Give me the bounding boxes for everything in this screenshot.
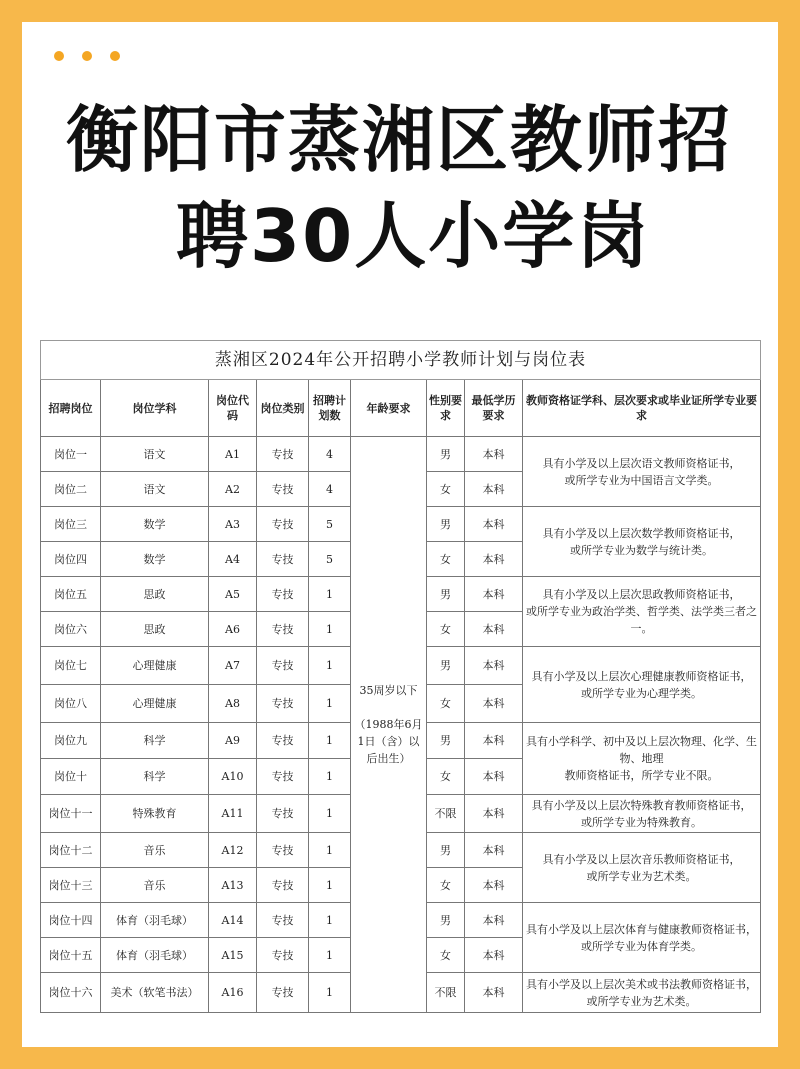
cell-requirement: 具有小学及以上层次心理健康教师资格证书， 或所学专业为心理学类。 — [523, 647, 761, 723]
cell-type: 专技 — [257, 973, 309, 1013]
cell-count: 5 — [309, 507, 351, 542]
cell-code: A3 — [209, 507, 257, 542]
cell-type: 专技 — [257, 472, 309, 507]
cell-type: 专技 — [257, 542, 309, 577]
cell-post: 岗位十六 — [41, 973, 101, 1013]
cell-type: 专技 — [257, 938, 309, 973]
cell-subject: 音乐 — [101, 833, 209, 868]
cell-edu: 本科 — [465, 868, 523, 903]
cell-code: A7 — [209, 647, 257, 685]
cell-type: 专技 — [257, 577, 309, 612]
cell-subject: 科学 — [101, 759, 209, 795]
cell-edu: 本科 — [465, 938, 523, 973]
page-title — [62, 92, 762, 284]
cell-gender: 女 — [427, 472, 465, 507]
cell-subject: 语文 — [101, 437, 209, 472]
cell-code: A16 — [209, 973, 257, 1013]
cell-edu: 本科 — [465, 507, 523, 542]
cell-post: 岗位七 — [41, 647, 101, 685]
cell-gender: 男 — [427, 647, 465, 685]
cell-count: 5 — [309, 542, 351, 577]
cell-requirement: 具有小学及以上层次美术或书法教师资格证书， 或所学专业为艺术类。 — [523, 973, 761, 1013]
cell-post: 岗位三 — [41, 507, 101, 542]
cell-subject: 数学 — [101, 507, 209, 542]
cell-post: 岗位十四 — [41, 903, 101, 938]
title-line-1: 衡阳市蒸湘区教师招 — [66, 98, 733, 182]
cell-gender: 不限 — [427, 795, 465, 833]
dot-icon — [110, 51, 120, 61]
cell-code: A8 — [209, 685, 257, 723]
title-line-2: 聘30人小学岗 — [176, 194, 651, 278]
cell-code: A14 — [209, 903, 257, 938]
recruitment-table-sheet — [40, 340, 760, 1013]
cell-subject: 音乐 — [101, 868, 209, 903]
cell-edu: 本科 — [465, 542, 523, 577]
cell-post: 岗位十一 — [41, 795, 101, 833]
cell-code: A5 — [209, 577, 257, 612]
dot-icon — [54, 51, 64, 61]
cell-subject: 数学 — [101, 542, 209, 577]
cell-gender: 男 — [427, 833, 465, 868]
cell-type: 专技 — [257, 903, 309, 938]
cell-post: 岗位二 — [41, 472, 101, 507]
cell-count: 1 — [309, 612, 351, 647]
header-education: 最低学历要求 — [465, 380, 523, 437]
cell-subject: 思政 — [101, 577, 209, 612]
cell-edu: 本科 — [465, 577, 523, 612]
cell-type: 专技 — [257, 795, 309, 833]
cell-code: A9 — [209, 723, 257, 759]
cell-edu: 本科 — [465, 437, 523, 472]
cell-count: 1 — [309, 795, 351, 833]
cell-gender: 男 — [427, 903, 465, 938]
cell-subject: 美术（软笔书法） — [101, 973, 209, 1013]
recruitment-table — [40, 340, 761, 1013]
header-requirement: 教师资格证学科、层次要求或毕业证所学专业要求 — [523, 380, 761, 437]
cell-post: 岗位一 — [41, 437, 101, 472]
cell-count: 1 — [309, 938, 351, 973]
cell-subject: 科学 — [101, 723, 209, 759]
cell-post: 岗位四 — [41, 542, 101, 577]
cell-requirement: 具有小学及以上层次体育与健康教师资格证书， 或所学专业为体育学类。 — [523, 903, 761, 973]
cell-code: A6 — [209, 612, 257, 647]
cell-type: 专技 — [257, 647, 309, 685]
cell-gender: 女 — [427, 685, 465, 723]
cell-gender: 女 — [427, 612, 465, 647]
cell-gender: 女 — [427, 868, 465, 903]
cell-gender: 女 — [427, 938, 465, 973]
cell-type: 专技 — [257, 759, 309, 795]
cell-requirement: 具有小学科学、初中及以上层次物理、化学、生物、地理 教师资格证书，所学专业不限。 — [523, 723, 761, 795]
cell-edu: 本科 — [465, 973, 523, 1013]
cell-post: 岗位八 — [41, 685, 101, 723]
cell-post: 岗位九 — [41, 723, 101, 759]
cell-edu: 本科 — [465, 647, 523, 685]
cell-subject: 语文 — [101, 472, 209, 507]
header-age: 年龄要求 — [351, 380, 427, 437]
cell-subject: 心理健康 — [101, 685, 209, 723]
cell-count: 1 — [309, 833, 351, 868]
cell-edu: 本科 — [465, 723, 523, 759]
cell-count: 1 — [309, 577, 351, 612]
cell-type: 专技 — [257, 685, 309, 723]
cell-post: 岗位十三 — [41, 868, 101, 903]
cell-type: 专技 — [257, 833, 309, 868]
cell-code: A2 — [209, 472, 257, 507]
cell-requirement: 具有小学及以上层次音乐教师资格证书， 或所学专业为艺术类。 — [523, 833, 761, 903]
cell-gender: 女 — [427, 759, 465, 795]
cell-gender: 男 — [427, 577, 465, 612]
cell-subject: 特殊教育 — [101, 795, 209, 833]
cell-code: A13 — [209, 868, 257, 903]
cell-gender: 男 — [427, 437, 465, 472]
cell-type: 专技 — [257, 437, 309, 472]
cell-requirement: 具有小学及以上层次思政教师资格证书， 或所学专业为政治学类、哲学类、法学类三者之一。 — [523, 577, 761, 647]
cell-subject: 心理健康 — [101, 647, 209, 685]
table-title: 蒸湘区2024年公开招聘小学教师计划与岗位表 — [41, 341, 761, 380]
cell-gender: 男 — [427, 723, 465, 759]
cell-post: 岗位六 — [41, 612, 101, 647]
cell-count: 1 — [309, 723, 351, 759]
cell-count: 1 — [309, 759, 351, 795]
cell-edu: 本科 — [465, 759, 523, 795]
decorative-dots — [54, 46, 138, 65]
header-code: 岗位代码 — [209, 380, 257, 437]
cell-age-requirement: 35周岁以下 （1988年6月1日（含）以后出生） — [351, 437, 427, 1013]
header-subject: 岗位学科 — [101, 380, 209, 437]
poster-card — [22, 22, 778, 1047]
dot-icon — [82, 51, 92, 61]
table-body — [41, 437, 761, 1013]
cell-count: 1 — [309, 903, 351, 938]
cell-requirement: 具有小学及以上层次数学教师资格证书， 或所学专业为数学与统计类。 — [523, 507, 761, 577]
cell-count: 4 — [309, 437, 351, 472]
cell-count: 1 — [309, 685, 351, 723]
cell-count: 1 — [309, 647, 351, 685]
cell-post: 岗位十五 — [41, 938, 101, 973]
cell-gender: 女 — [427, 542, 465, 577]
cell-type: 专技 — [257, 868, 309, 903]
cell-count: 1 — [309, 973, 351, 1013]
cell-gender: 男 — [427, 507, 465, 542]
cell-count: 1 — [309, 868, 351, 903]
table-header-row — [41, 380, 761, 437]
cell-code: A11 — [209, 795, 257, 833]
cell-edu: 本科 — [465, 612, 523, 647]
header-gender: 性别要求 — [427, 380, 465, 437]
cell-count: 4 — [309, 472, 351, 507]
cell-edu: 本科 — [465, 833, 523, 868]
cell-edu: 本科 — [465, 795, 523, 833]
cell-post: 岗位十二 — [41, 833, 101, 868]
cell-type: 专技 — [257, 507, 309, 542]
cell-code: A1 — [209, 437, 257, 472]
cell-edu: 本科 — [465, 685, 523, 723]
cell-subject: 体育（羽毛球） — [101, 903, 209, 938]
cell-subject: 体育（羽毛球） — [101, 938, 209, 973]
cell-subject: 思政 — [101, 612, 209, 647]
cell-requirement: 具有小学及以上层次语文教师资格证书， 或所学专业为中国语言文学类。 — [523, 437, 761, 507]
cell-post: 岗位五 — [41, 577, 101, 612]
table-row — [41, 437, 761, 472]
cell-requirement: 具有小学及以上层次特殊教育教师资格证书， 或所学专业为特殊教育。 — [523, 795, 761, 833]
cell-code: A12 — [209, 833, 257, 868]
header-type: 岗位类别 — [257, 380, 309, 437]
cell-post: 岗位十 — [41, 759, 101, 795]
cell-code: A10 — [209, 759, 257, 795]
cell-edu: 本科 — [465, 472, 523, 507]
cell-type: 专技 — [257, 612, 309, 647]
cell-code: A4 — [209, 542, 257, 577]
header-count: 招聘计划数 — [309, 380, 351, 437]
header-post: 招聘岗位 — [41, 380, 101, 437]
cell-edu: 本科 — [465, 903, 523, 938]
cell-type: 专技 — [257, 723, 309, 759]
cell-gender: 不限 — [427, 973, 465, 1013]
cell-code: A15 — [209, 938, 257, 973]
